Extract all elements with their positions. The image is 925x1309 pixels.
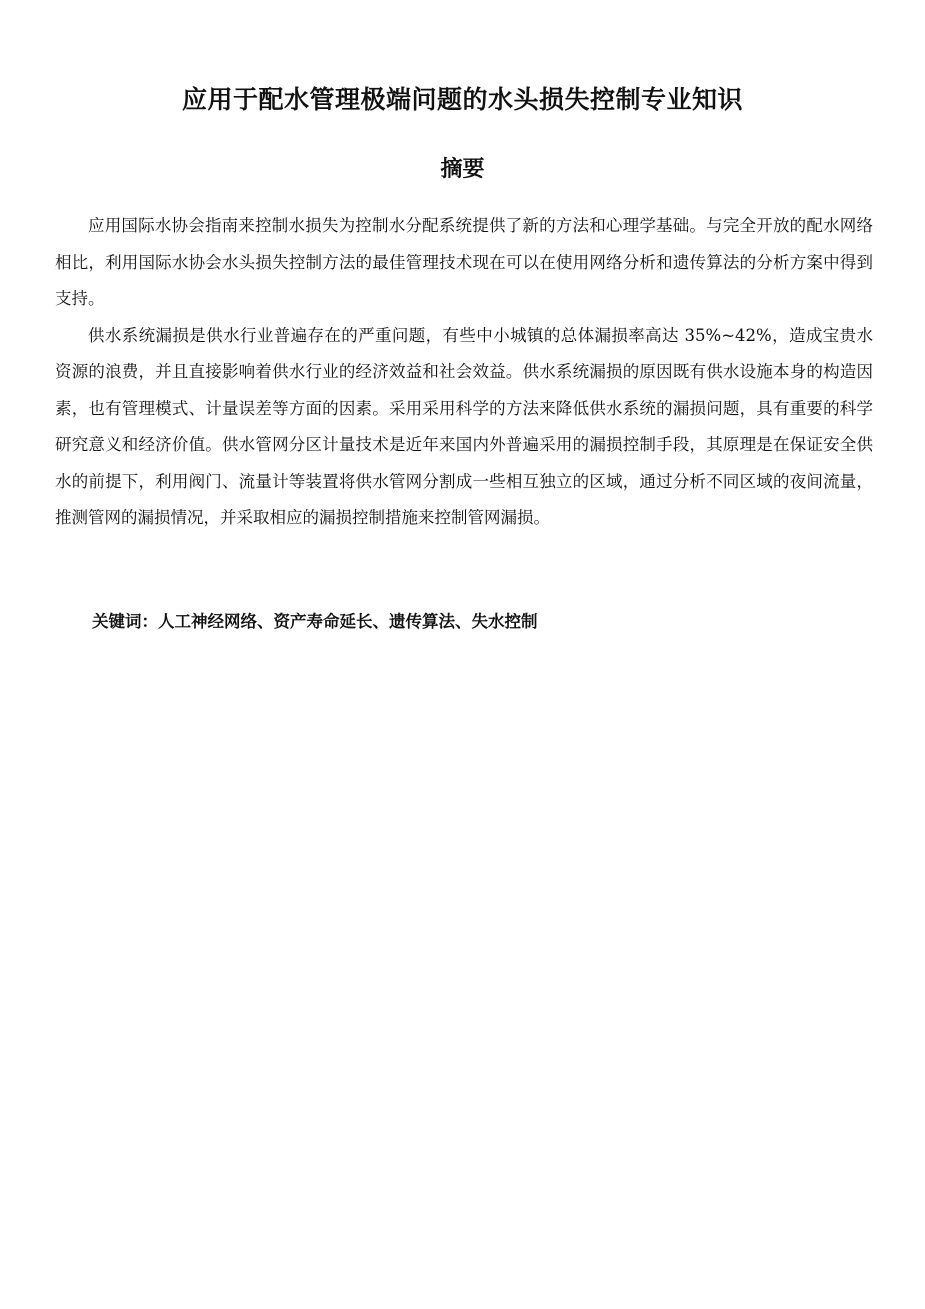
keywords-line: 关键词：人工神经网络、资产寿命延长、遗传算法、失水控制	[92, 612, 538, 631]
abstract-paragraph: 供水系统漏损是供水行业普遍存在的严重问题，有些中小城镇的总体漏损率高达 35%~42%，造成宝贵水资源的浪费，并且直接影响着供水行业的经济效益和社会效益。供水系统漏损的原因既有供水设施本身的构造因素，也有管理模式、计量误差等方面的因素。采用采用科学的方法来降低供水系统的漏损问题，具有重要的科学研究意义和经济价值。供水管网分区计量技术是近年来国内外普遍采用的漏损控制手段，其原理是在保证安全供水的前提下，利用阀门、流量计等装置将供水管网分割成一些相互独立的区域，通过分析不同区域的夜间流量，推测管网的漏损情况，并采取相应的漏损控制措施来控制管网漏损。	[55, 325, 873, 527]
abstract-body	[55, 208, 873, 537]
document-title: 应用于配水管理极端问题的水头损失控制专业知识	[181, 85, 743, 114]
abstract-heading: 摘要	[440, 157, 485, 182]
abstract-paragraph: 应用国际水协会指南来控制水损失为控制水分配系统提供了新的方法和心理学基础。与完全开放的配水网络相比，利用国际水协会水头损失控制方法的最佳管理技术现在可以在使用网络分析和遗传算法的分析方案中得到支持。	[55, 216, 873, 308]
